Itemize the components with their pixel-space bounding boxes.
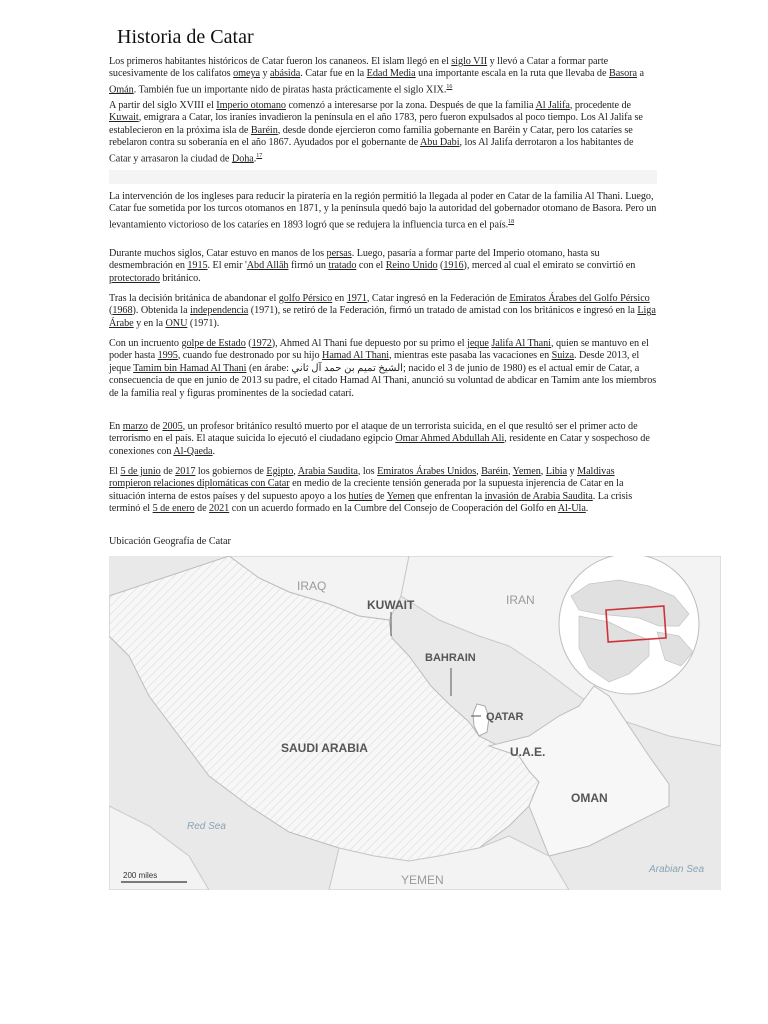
link-emiratos-arabes-unidos[interactable]: Emiratos Árabes Unidos	[377, 466, 477, 477]
link-arabia-saudita[interactable]: Arabia Saudita	[297, 466, 358, 477]
paragraph-7	[109, 421, 657, 458]
text: .	[253, 153, 257, 165]
link-2005[interactable]: 2005	[162, 421, 183, 432]
label-oman: OMAN	[571, 791, 608, 805]
text: y	[567, 466, 578, 477]
link-al-ula[interactable]: Al-Ula	[557, 503, 586, 515]
text: una importante escala en la ruta que llevaba de	[415, 68, 609, 80]
link-1995[interactable]: 1995	[157, 350, 178, 362]
link-omar-ahmed[interactable]: Omar Ahmed Abdullah Ali	[395, 433, 505, 445]
text: de	[194, 503, 210, 515]
text: (	[109, 305, 113, 317]
reference-link[interactable]: 16	[446, 83, 453, 90]
link-5-de-junio[interactable]: 5 de junio	[120, 466, 161, 477]
link-hutíes[interactable]: hutíes	[348, 490, 373, 502]
paragraph-2	[109, 100, 657, 165]
label-saudi-arabia: SAUDI ARABIA	[281, 741, 368, 755]
scale-label: 200 miles	[123, 871, 158, 880]
text: . Catar fue en la	[300, 68, 367, 80]
link-abd-allah[interactable]: Abd Allāh	[246, 260, 289, 272]
label-qatar: QATAR	[486, 711, 524, 723]
paragraph-8	[109, 466, 657, 516]
text: Durante muchos siglos, Catar estuvo en manos de los	[109, 248, 327, 259]
link-liga-arabe[interactable]: Liga Árabe	[109, 305, 656, 329]
text: y llevó a Catar a formar parte sucesivamente de los califatos	[109, 56, 609, 80]
link-onu[interactable]: ONU	[165, 317, 188, 329]
text: En	[109, 421, 123, 432]
text: , quien se mantuvo en el poder hasta	[109, 338, 649, 362]
text: , cuando fue destronado por su hijo	[177, 350, 323, 362]
text: , mientras este pasaba las vacaciones en	[389, 350, 552, 362]
text: y en la	[133, 317, 166, 329]
separator	[109, 170, 657, 184]
text: a	[636, 68, 644, 80]
text: con el	[356, 260, 386, 272]
link-yemen[interactable]: Yemen	[512, 466, 541, 477]
link-al-jalifa[interactable]: Al Jalifa	[535, 100, 570, 111]
text: ,	[476, 466, 482, 477]
label-yemen: YEMEN	[401, 873, 444, 887]
text: , emigrara a Catar, los iraníes invadieron la península en el año 1783, pero fueron expulsados al poco tiempo. Los Al Jalifa se establecieron en la próxima isla de	[109, 112, 643, 136]
link-tratado[interactable]: tratado	[328, 260, 357, 272]
label-arabian-sea: Arabian Sea	[649, 864, 705, 875]
paragraph-5	[109, 293, 657, 330]
text: , Catar ingresó en la Federación de	[366, 293, 510, 304]
link-egipto[interactable]: Egipto	[266, 466, 294, 477]
text: Los primeros habitantes históricos de Catar fueron los cananeos. El islam llegó en el	[109, 56, 452, 67]
text: (1971).	[187, 317, 220, 329]
text: Tras la decisión británica de abandonar el	[109, 293, 279, 304]
text: ,	[540, 466, 546, 477]
inset-globe	[559, 556, 699, 694]
paragraph-4	[109, 248, 657, 285]
text: , los Al Jalifa derrotaron a los habitantes de Catar y arrasaron la ciudad de	[109, 137, 634, 165]
text: ,	[293, 466, 298, 477]
link-1915[interactable]: 1915	[187, 260, 208, 272]
text: . Luego, pasaría a formar parte del Imperio otomano, hasta su desmembración en	[109, 248, 600, 272]
text: que enfrentan la	[414, 490, 485, 502]
qatar-location-map	[109, 556, 721, 890]
text: . También fue un importante nido de piratas hasta prácticamente el siglo XIX.	[133, 84, 447, 96]
label-iran: IRAN	[506, 593, 535, 607]
text: ,	[507, 466, 513, 477]
link-siglo-vii[interactable]: siglo VII	[451, 56, 488, 67]
text: .	[585, 503, 589, 515]
text: , residente en Catar y sospechoso de conexiones con	[109, 433, 650, 457]
text: .	[212, 445, 216, 457]
link-rompieron-relaciones[interactable]: rompieron relaciones diplomáticas con Catar	[109, 478, 290, 490]
link-5-de-enero[interactable]: 5 de enero	[152, 503, 195, 515]
link-hamad-al-thani[interactable]: Hamad Al Thani	[322, 350, 390, 362]
link-doha[interactable]: Doha	[231, 153, 254, 165]
text: ), Ahmed Al Thani fue depuesto por su primo el	[271, 338, 468, 349]
map-caption: Ubicación Geografía de Catar	[109, 536, 231, 547]
text: de	[160, 466, 176, 477]
text: y	[259, 68, 271, 80]
reference-link[interactable]: 18	[508, 218, 515, 225]
text: firmó un	[288, 260, 329, 272]
label-kuwait: KUWAIT	[367, 598, 415, 612]
link-protectorado[interactable]: protectorado	[109, 272, 160, 284]
link-1968[interactable]: 1968	[112, 305, 133, 317]
page-title: Historia de Catar	[117, 26, 254, 48]
paragraph-1	[109, 56, 657, 97]
text: , los	[357, 466, 378, 477]
text: ), merced al cual el emirato se convirtió en	[463, 260, 636, 272]
link-persas[interactable]: persas	[326, 248, 352, 259]
link-marzo[interactable]: marzo	[122, 421, 148, 432]
link-2017[interactable]: 2017	[175, 466, 196, 477]
text: A partir del siglo XVIII el	[109, 100, 217, 111]
link-oman[interactable]: Omán	[109, 84, 134, 96]
text: los gobiernos de	[195, 466, 267, 477]
text: (	[437, 260, 444, 272]
link-independencia[interactable]: independencia	[190, 305, 249, 317]
link-edad-media[interactable]: Edad Media	[366, 68, 416, 80]
link-abu-dabi[interactable]: Abu Dabi	[419, 137, 460, 149]
text: (1971), se retiró de la Federación, firmó un tratado de amistad con los británicos e ingresó en la	[248, 305, 638, 317]
text: (en árabe: الشيخ تميم بن حمد آل ثاني; nacido el 3 de junio de 1980) es el actual emir de Catar, a consecuencia de que en junio de 2013 su padre, el citado Hamad Al Thani, anunció su voluntad de abdicar en Tamim ante los miembros de la familia real y figuras prominentes de la sociedad catarí.	[109, 362, 657, 399]
paragraph-6	[109, 338, 657, 400]
link-suiza[interactable]: Suiza	[551, 350, 574, 362]
link-imperio-otomano[interactable]: Imperio otomano	[216, 100, 286, 111]
text: de	[372, 490, 387, 502]
link-kuwait[interactable]: Kuwait	[109, 112, 139, 124]
text: (	[245, 338, 252, 349]
link-golpe-de-estado[interactable]: golpe de Estado	[181, 338, 246, 349]
link-2021[interactable]: 2021	[209, 503, 230, 515]
text: con un acuerdo formado en la Cumbre del Consejo de Cooperación del Golfo en	[229, 503, 558, 515]
link-barein[interactable]: Baréin	[481, 466, 508, 477]
text: comenzó a interesarse por la zona. Después de que la familia	[285, 100, 536, 111]
link-1916[interactable]: 1916	[443, 260, 464, 272]
text: británico.	[159, 272, 201, 284]
link-golfo-persico[interactable]: golfo Pérsico	[278, 293, 333, 304]
link-abasida[interactable]: abásida	[270, 68, 301, 80]
link-jalifa-al-thani[interactable]: Jalifa Al Thani	[491, 338, 551, 349]
link-tamim[interactable]: Tamim bin Hamad Al Thani	[133, 362, 247, 374]
text: Con un incruento	[109, 338, 182, 349]
link-omeya[interactable]: omeya	[233, 68, 260, 80]
text: . Desde 2013, el jeque	[109, 350, 640, 374]
text: El	[109, 466, 121, 477]
link-emiratos-arabes-golfo[interactable]: Emiratos Árabes del Golfo Pérsico	[509, 293, 650, 304]
link-jeque[interactable]: jeque	[467, 338, 489, 349]
text: , desde donde ejercieron como familia gobernante en Baréin y Catar, pero los cataríes se rebelaron contra su soberanía en el año 1867. Ayudados por el gobernante de	[109, 124, 633, 149]
link-1971[interactable]: 1971	[346, 293, 367, 304]
link-basora[interactable]: Basora	[608, 68, 637, 80]
link-invasion-arabia-saudita[interactable]: invasión de Arabia Saudita	[484, 490, 593, 502]
label-bahrain: BAHRAIN	[425, 652, 476, 664]
link-reino-unido[interactable]: Reino Unido	[385, 260, 438, 272]
text: en	[332, 293, 347, 304]
link-barein[interactable]: Baréin	[250, 124, 278, 136]
text: . El emir '	[207, 260, 247, 272]
link-maldivas[interactable]: Maldivas	[577, 466, 615, 477]
link-yemen-2[interactable]: Yemen	[386, 490, 415, 502]
text: , un profesor británico resultó muerto por el ataque de un terrorista suicida, en el que resultó ser el primer acto de terrorismo en el país. El ataque suicida lo ejecutó el ciudadano egipcio	[109, 421, 638, 445]
text: ). Obtenida la	[132, 305, 191, 317]
text: , procedente de	[569, 100, 632, 111]
link-1972[interactable]: 1972	[251, 338, 272, 349]
text: de	[147, 421, 163, 432]
map-svg	[109, 556, 721, 890]
link-al-qaeda[interactable]: Al-Qaeda	[173, 445, 213, 457]
label-red-sea: Red Sea	[187, 821, 226, 832]
reference-link[interactable]: 17	[256, 152, 263, 159]
paragraph-3	[109, 191, 657, 232]
text: . La crisis terminó el	[109, 490, 633, 515]
text: en medio de la creciente tensión generada por la supuesta injerencia de Catar en la situación interna de estos países y del supuesto apoyo a los	[109, 478, 624, 502]
link-libia[interactable]: Libia	[545, 466, 568, 477]
label-uae: U.A.E.	[510, 745, 546, 759]
label-iraq: IRAQ	[297, 579, 327, 593]
text: La intervención de los ingleses para reducir la piratería en la región permitió la llegada al poder en Catar de la familia Al Thani. Luego, Catar fue sometida por los turcos otomanos en 1871, y la península quedó bajo la autoridad del gobernador otomano de Basora. Pero un levantamiento victorioso de los cataríes en 1893 logró que se redujera la influencia turca en el país.	[109, 191, 657, 231]
